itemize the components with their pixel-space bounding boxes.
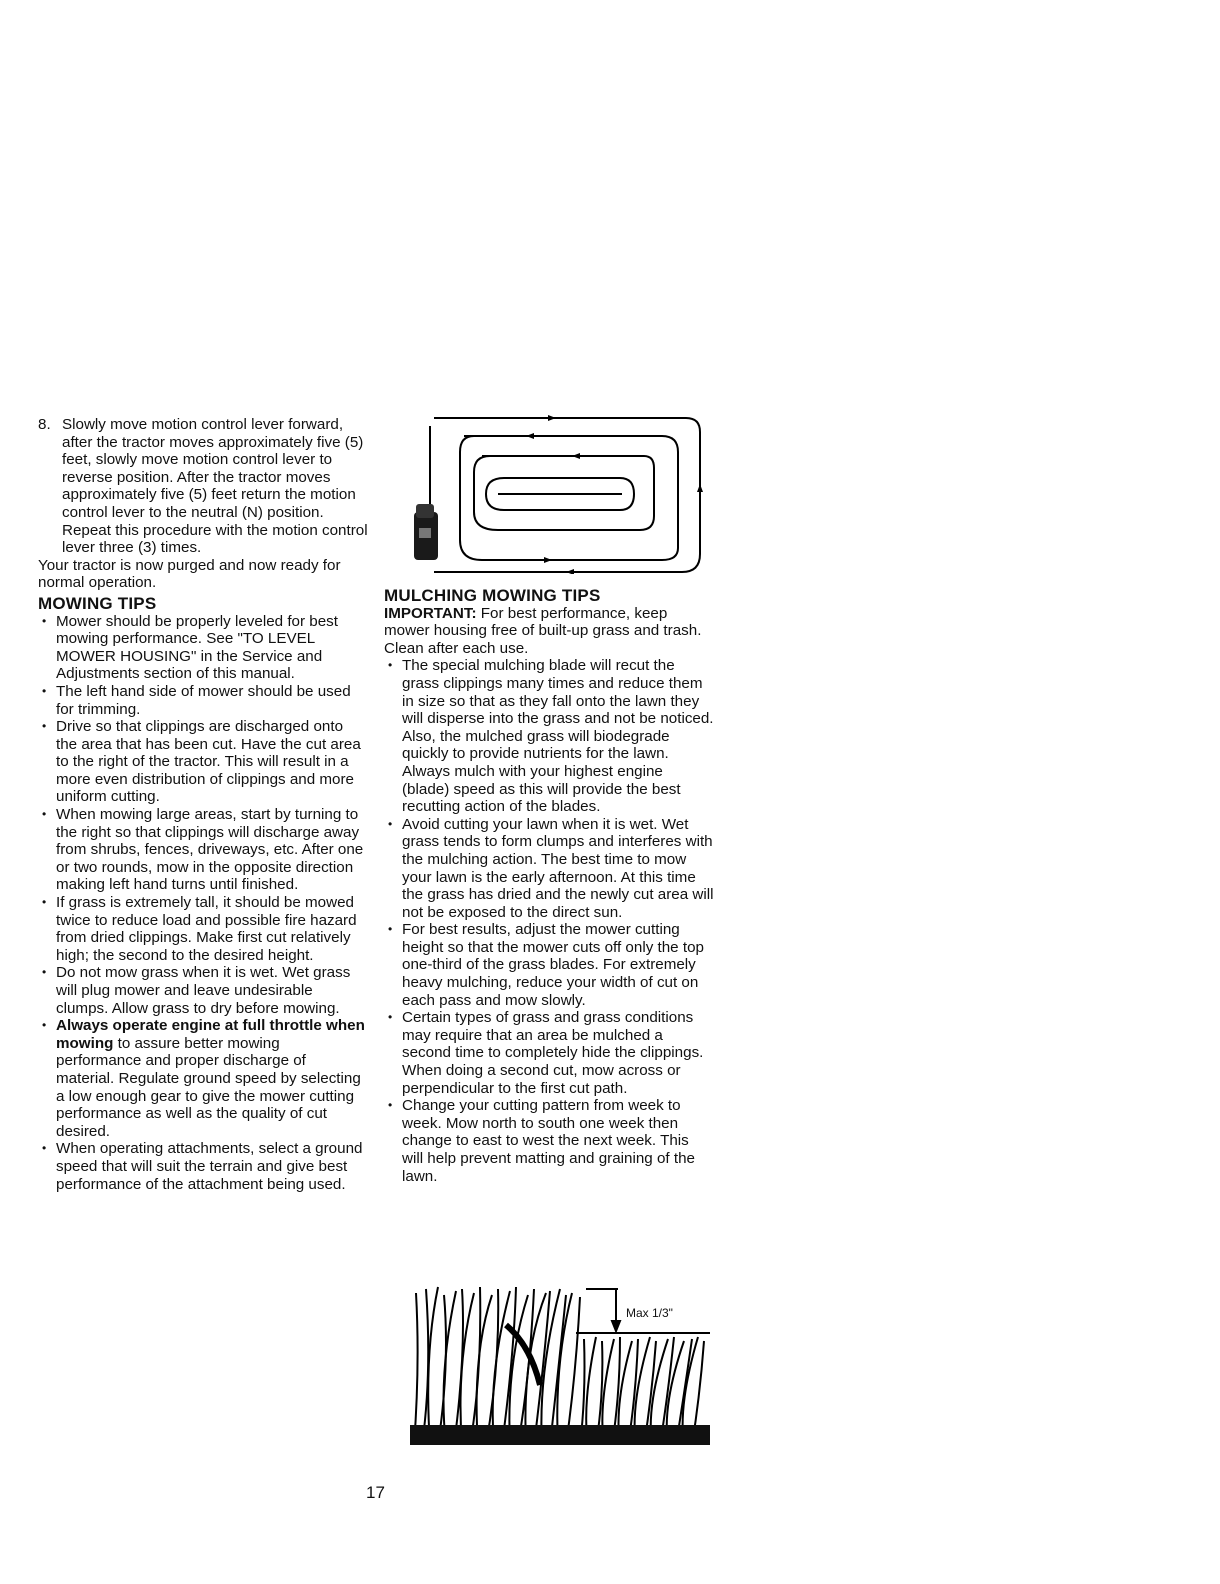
important-note [384,605,714,658]
mowing-tips-heading: MOWING TIPS [38,593,157,613]
list-item: • Drive so that clippings are discharged onto the area that has been cut. Have the cut area to the right of the tractor. This will result in a more even distribution of clippings and more uniform cutting. [38,718,368,806]
important-text: For best performance, keep mower housing free of built-up grass and trash. Clean after each use. [384,604,702,657]
mowing-pattern-diagram [394,412,706,574]
list-item: • Mower should be properly leveled for best mowing performance. See "TO LEVEL MOWER HOUSING" in the Service and Adjustments section of this manual. [38,613,368,683]
list-item: • Avoid cutting your lawn when it is wet. Wet grass tends to form clumps and interferes with the mulching action. The best time to mow your lawn is the early afternoon. At this time the grass has dried and the newly cut area will not be exposed to the direct sun. [384,816,714,922]
purged-note: Your tractor is now purged and now ready for normal operation. [38,556,341,592]
pattern-loop-2 [460,436,678,560]
list-item: • Certain types of grass and grass conditions may require that an area be mulched a second time to completely hide the clippings. When doing a second cut, mow across or perpendicular to the first cut path. [384,1009,714,1097]
ground-base [410,1425,710,1445]
page-number: 17 [366,1483,385,1502]
throttle-bold: Always operate engine at full throttle when mowing [56,1017,365,1052]
list-item: • Change your cutting pattern from week to week. Mow north to south one week then change to east to west the next week. This will help prevent matting and graining of the lawn. [384,1097,714,1185]
arrow-up-icon [697,484,703,492]
important-label: IMPORTANT: [384,604,477,622]
list-item: • The special mulching blade will recut the grass clippings many times and reduce them in size so that as they fall onto the lawn they will disperse into the grass and not be noticed. Also, the mulched grass will biodegrade quickly to provide nutrients for the lawn. Always mulch with your highest engine (blade) speed as this will provide the best recutting action of the blades. [384,657,714,815]
step-number: 8. [38,416,51,433]
arrow-right-icon [544,557,552,563]
list-item-throttle [38,1017,368,1140]
arrow-left-icon [526,433,534,439]
mulching-tips-heading: MULCHING MOWING TIPS [384,586,601,605]
list-item: • When mowing large areas, start by turning to the right so that clippings will discharge away from shrubs, fences, driveways, etc. After one or two rounds, mow in the opposite direction making left hand turns until finished. [38,806,368,894]
arrow-left-icon [572,453,580,459]
throttle-rest: to assure better mowing performance and proper discharge of material. Regulate ground speed by selecting a low enough gear to give the mower cutting performance as well as the quality of cut desired. [56,1034,361,1140]
list-item: • The left hand side of mower should be used for trimming. [38,683,368,718]
list-item: • For best results, adjust the mower cutting height so that the mower cuts off only the top one-third of the grass blades. For extremely heavy mulching, reduce your width of cut on each pass and mow slowly. [384,921,714,1009]
arrow-right-icon [548,415,556,421]
max-cut-label: Max 1/3" [626,1306,673,1320]
mulching-tips-list [384,657,714,1185]
list-item: • If grass is extremely tall, it should be mowed twice to reduce load and possible fire hazard from dried clippings. Make first cut relatively high; the second to the desired height. [38,894,368,964]
list-item: • Do not mow grass when it is wet. Wet grass will plug mower and leave undesirable clumps. Allow grass to dry before mowing. [38,964,368,1017]
right-column [384,584,714,1185]
mowing-tips-list [38,613,368,1194]
list-item: • When operating attachments, select a ground speed that will suit the terrain and give best performance of the attachment being used. [38,1140,368,1193]
left-column [38,416,368,1193]
step-text: Slowly move motion control lever forward, after the tractor moves approximately five (5) feet, slowly move motion control lever to reverse position. After the tractor moves approximately five (5) feet return the motion control lever to the neutral (N) position. Repeat this procedure with the motion control lever three (3) times. [62,416,368,557]
step-8 [38,416,368,557]
tractor-icon [414,504,438,560]
